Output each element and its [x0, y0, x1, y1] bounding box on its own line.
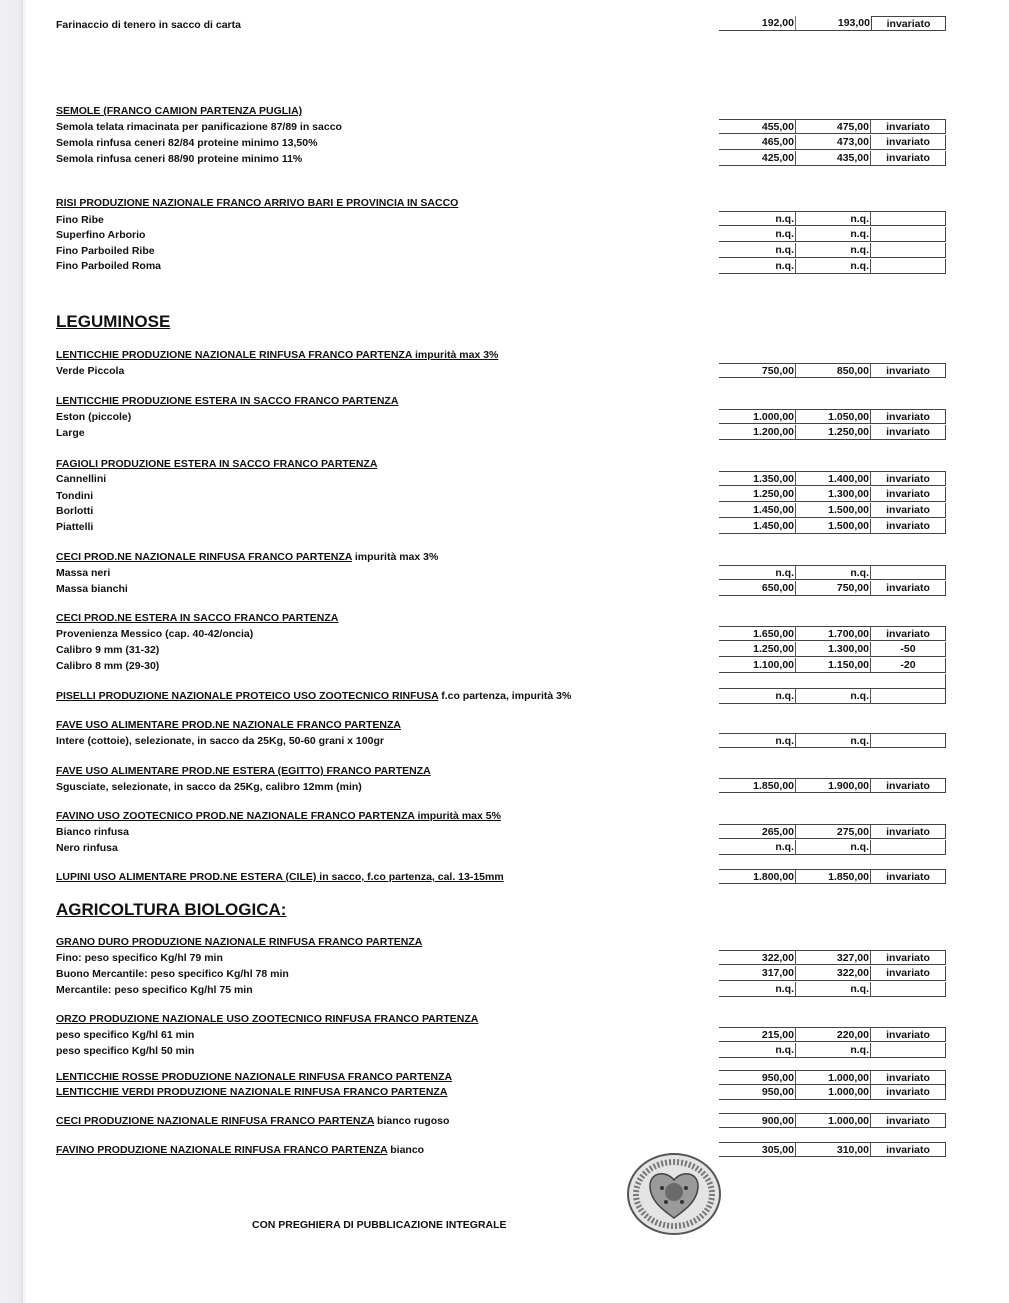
price-variation: invariato: [871, 1070, 946, 1085]
price-row: [719, 1085, 946, 1100]
price-variation: invariato: [871, 16, 946, 31]
section-title: FAVE USO ALIMENTARE PROD.NE ESTERA (EGITTO) FRANCO PARTENZA: [56, 765, 431, 777]
item-label: Fino Parboiled Roma: [56, 260, 162, 272]
price-variation: [871, 674, 946, 689]
price-min: 1.650,00: [719, 626, 796, 641]
item-label: Cannellini: [56, 473, 107, 485]
section-title: RISI PRODUZIONE NAZIONALE FRANCO ARRIVO BARI E PROVINCIA IN SACCO: [56, 197, 459, 209]
item-label: Semola rinfusa ceneri 88/90 proteine minimo 11%: [56, 153, 303, 165]
price-max: 1.700,00: [796, 626, 871, 641]
item-label: Bianco rinfusa: [56, 826, 129, 838]
item-label: Eston (piccole): [56, 411, 132, 423]
section-title-note: f.co partenza, impurità 3%: [438, 690, 572, 702]
price-variation: invariato: [871, 1142, 946, 1157]
price-max: 1.400,00: [796, 471, 871, 486]
section-title-main: FAVINO PRODUZIONE NAZIONALE RINFUSA FRANCO PARTENZA: [56, 1144, 388, 1156]
price-max: n.q.: [796, 840, 871, 855]
section-title: [56, 1144, 424, 1157]
viewer-side-gutter: [0, 0, 23, 1303]
price-row: [719, 16, 946, 31]
price-max: 193,00: [796, 16, 871, 31]
price-min: 215,00: [719, 1027, 796, 1042]
price-min: n.q.: [719, 565, 796, 580]
item-label: Borlotti: [56, 505, 94, 517]
price-empty: [719, 674, 871, 689]
price-variation: invariato: [871, 409, 946, 424]
price-max: 1.000,00: [796, 1070, 871, 1085]
item-label: Verde Piccola: [56, 365, 125, 377]
price-min: n.q.: [719, 211, 796, 226]
price-row: [719, 1113, 946, 1128]
price-row-empty: [719, 674, 946, 689]
price-max: 850,00: [796, 363, 871, 378]
price-min: 425,00: [719, 151, 796, 166]
item-label: Calibro 8 mm (29-30): [56, 660, 160, 672]
price-variation: invariato: [871, 1027, 946, 1042]
price-max: 220,00: [796, 1027, 871, 1042]
price-row: [719, 471, 946, 486]
price-min: 265,00: [719, 824, 796, 839]
price-row: [719, 778, 946, 793]
price-row: [719, 689, 946, 704]
item-label: Intere (cottoie), selezionate, in sacco da 25Kg, 50-60 grani x 100gr: [56, 735, 384, 747]
price-min: 192,00: [719, 16, 796, 31]
price-max: 1.500,00: [796, 519, 871, 534]
price-row: [719, 1043, 946, 1058]
section-title: CECI PROD.NE ESTERA IN SACCO FRANCO PARTENZA: [56, 612, 339, 624]
price-min: 1.200,00: [719, 425, 796, 440]
price-variation: invariato: [871, 519, 946, 534]
section-title: FAGIOLI PRODUZIONE ESTERA IN SACCO FRANCO PARTENZA: [56, 458, 378, 470]
price-variation: invariato: [871, 581, 946, 596]
price-max: n.q.: [796, 211, 871, 226]
price-max: 275,00: [796, 824, 871, 839]
price-max: 1.250,00: [796, 425, 871, 440]
price-min: n.q.: [719, 243, 796, 258]
price-variation: invariato: [871, 425, 946, 440]
price-variation: invariato: [871, 1113, 946, 1128]
price-row: [719, 1027, 946, 1042]
price-max: 475,00: [796, 119, 871, 134]
price-max: n.q.: [796, 227, 871, 242]
price-min: 950,00: [719, 1070, 796, 1085]
price-min: 1.450,00: [719, 503, 796, 518]
price-min: n.q.: [719, 733, 796, 748]
price-row: [719, 1142, 946, 1157]
price-row: [719, 626, 946, 641]
item-label: Nero rinfusa: [56, 842, 118, 854]
price-variation: [871, 565, 946, 580]
price-row: [719, 409, 946, 424]
price-max: n.q.: [796, 733, 871, 748]
price-variation: invariato: [871, 487, 946, 502]
price-variation: invariato: [871, 626, 946, 641]
price-max: 1.050,00: [796, 409, 871, 424]
price-min: 950,00: [719, 1085, 796, 1100]
price-variation: invariato: [871, 151, 946, 166]
heading-leguminose: LEGUMINOSE: [56, 312, 171, 331]
price-max: 1.900,00: [796, 778, 871, 793]
price-max: n.q.: [796, 1043, 871, 1058]
price-row: [719, 642, 946, 657]
price-min: n.q.: [719, 259, 796, 274]
item-label: Fino Ribe: [56, 214, 104, 226]
price-max: 1.000,00: [796, 1085, 871, 1100]
price-variation: invariato: [871, 778, 946, 793]
price-min: 1.450,00: [719, 519, 796, 534]
price-max: n.q.: [796, 565, 871, 580]
price-row: [719, 211, 946, 226]
item-label: Buono Mercantile: peso specifico Kg/hl 78 min: [56, 968, 289, 980]
price-variation: invariato: [871, 471, 946, 486]
price-variation: invariato: [871, 966, 946, 981]
item-label: Farinaccio di tenero in sacco di carta: [56, 19, 241, 31]
item-label: peso specifico Kg/hl 50 min: [56, 1045, 195, 1057]
price-variation: invariato: [871, 135, 946, 150]
price-min: 1.350,00: [719, 471, 796, 486]
price-variation: [871, 1043, 946, 1058]
item-label: Semola telata rimacinata per panificazione 87/89 in sacco: [56, 121, 342, 133]
item-label: Massa neri: [56, 567, 111, 579]
heading-biologica: AGRICOLTURA BIOLOGICA:: [56, 900, 287, 919]
price-row: [719, 363, 946, 378]
price-variation: [871, 689, 946, 704]
section-title-main: CECI PRODUZIONE NAZIONALE RINFUSA FRANCO PARTENZA: [56, 1115, 375, 1127]
price-row: [719, 982, 946, 997]
price-max: 1.150,00: [796, 658, 871, 673]
price-min: 650,00: [719, 581, 796, 596]
section-title-main: PISELLI PRODUZIONE NAZIONALE PROTEICO USO ZOOTECNICO RINFUSA: [56, 690, 439, 702]
price-max: 1.850,00: [796, 869, 871, 884]
price-row: [719, 259, 946, 274]
price-row: [719, 733, 946, 748]
price-min: 317,00: [719, 966, 796, 981]
price-variation: invariato: [871, 950, 946, 965]
price-variation: [871, 259, 946, 274]
item-label: Fino Parboiled Ribe: [56, 245, 155, 257]
price-row: [719, 840, 946, 855]
price-variation: invariato: [871, 503, 946, 518]
price-min: 1.250,00: [719, 642, 796, 657]
price-min: 750,00: [719, 363, 796, 378]
price-variation: -20: [871, 658, 946, 673]
price-row: [719, 565, 946, 580]
price-min: 455,00: [719, 119, 796, 134]
section-title-note: bianco rugoso: [374, 1115, 450, 1127]
item-label: Tondini: [56, 490, 94, 502]
price-min: n.q.: [719, 227, 796, 242]
section-title: SEMOLE (FRANCO CAMION PARTENZA PUGLIA): [56, 105, 303, 117]
price-row: [719, 869, 946, 884]
price-variation: [871, 840, 946, 855]
price-row: [719, 243, 946, 258]
price-row: [719, 151, 946, 166]
price-min: 305,00: [719, 1142, 796, 1157]
section-title: LENTICCHIE VERDI PRODUZIONE NAZIONALE RINFUSA FRANCO PARTENZA: [56, 1086, 448, 1098]
section-title: ORZO PRODUZIONE NAZIONALE USO ZOOTECNICO RINFUSA FRANCO PARTENZA: [56, 1013, 479, 1025]
price-variation: [871, 982, 946, 997]
item-label: Large: [56, 427, 85, 439]
item-label: Piattelli: [56, 521, 94, 533]
price-min: 465,00: [719, 135, 796, 150]
price-min: n.q.: [719, 1043, 796, 1058]
seal-icon: [626, 1152, 722, 1236]
publication-note: CON PREGHIERA DI PUBBLICAZIONE INTEGRALE: [252, 1219, 507, 1231]
price-min: n.q.: [719, 689, 796, 704]
price-min: 900,00: [719, 1113, 796, 1128]
item-label: Sgusciate, selezionate, in sacco da 25Kg, calibro 12mm (min): [56, 781, 362, 793]
price-variation: [871, 243, 946, 258]
section-title: [56, 551, 438, 564]
section-title: GRANO DURO PRODUZIONE NAZIONALE RINFUSA FRANCO PARTENZA: [56, 936, 423, 948]
price-min: n.q.: [719, 840, 796, 855]
section-title-note: bianco: [387, 1144, 425, 1156]
section-title: LUPINI USO ALIMENTARE PROD.NE ESTERA (CILE) in sacco, f.co partenza, cal. 13-15mm: [56, 871, 504, 883]
price-max: 1.000,00: [796, 1113, 871, 1128]
price-variation: [871, 227, 946, 242]
price-max: 1.300,00: [796, 642, 871, 657]
price-variation: -50: [871, 642, 946, 657]
item-label: Calibro 9 mm (31-32): [56, 644, 160, 656]
price-max: n.q.: [796, 982, 871, 997]
price-max: 435,00: [796, 151, 871, 166]
price-row: [719, 227, 946, 242]
price-min: 1.800,00: [719, 869, 796, 884]
price-max: 322,00: [796, 966, 871, 981]
item-label: Fino: peso specifico Kg/hl 79 min: [56, 952, 223, 964]
section-title-main: CECI PROD.NE NAZIONALE RINFUSA FRANCO PARTENZA: [56, 551, 352, 563]
price-max: 310,00: [796, 1142, 871, 1157]
price-row: [719, 950, 946, 965]
price-min: n.q.: [719, 982, 796, 997]
price-max: n.q.: [796, 689, 871, 704]
price-row: [719, 824, 946, 839]
price-row: [719, 487, 946, 502]
price-max: 327,00: [796, 950, 871, 965]
section-title: [56, 1115, 449, 1128]
price-max: 750,00: [796, 581, 871, 596]
item-label: peso specifico Kg/hl 61 min: [56, 1029, 195, 1041]
price-min: 1.250,00: [719, 487, 796, 502]
price-max: 1.300,00: [796, 487, 871, 502]
price-row: [719, 581, 946, 596]
item-label: Mercantile: peso specifico Kg/hl 75 min: [56, 984, 253, 996]
item-label: Semola rinfusa ceneri 82/84 proteine minimo 13,50%: [56, 137, 318, 149]
section-title: LENTICCHIE PRODUZIONE ESTERA IN SACCO FRANCO PARTENZA: [56, 395, 399, 407]
price-variation: invariato: [871, 869, 946, 884]
section-title: [56, 690, 571, 703]
price-row: [719, 658, 946, 673]
item-label: Superfino Arborio: [56, 229, 146, 241]
price-variation: invariato: [871, 824, 946, 839]
price-min: 1.850,00: [719, 778, 796, 793]
price-variation: invariato: [871, 363, 946, 378]
price-row: [719, 135, 946, 150]
price-min: 1.000,00: [719, 409, 796, 424]
price-variation: invariato: [871, 119, 946, 134]
price-variation: invariato: [871, 1085, 946, 1100]
price-min: 1.100,00: [719, 658, 796, 673]
item-label: Provenienza Messico (cap. 40-42/oncia): [56, 628, 254, 640]
price-min: 322,00: [719, 950, 796, 965]
price-variation: [871, 733, 946, 748]
section-title: FAVINO USO ZOOTECNICO PROD.NE NAZIONALE FRANCO PARTENZA impurità max 5%: [56, 810, 501, 822]
section-title: LENTICCHIE PRODUZIONE NAZIONALE RINFUSA FRANCO PARTENZA impurità max 3%: [56, 349, 499, 361]
price-max: 473,00: [796, 135, 871, 150]
price-max: n.q.: [796, 259, 871, 274]
price-row: [719, 503, 946, 518]
item-label: Massa bianchi: [56, 583, 128, 595]
price-row: [719, 519, 946, 534]
section-title: LENTICCHIE ROSSE PRODUZIONE NAZIONALE RINFUSA FRANCO PARTENZA: [56, 1071, 453, 1083]
price-max: 1.500,00: [796, 503, 871, 518]
price-variation: [871, 211, 946, 226]
section-title: FAVE USO ALIMENTARE PROD.NE NAZIONALE FRANCO PARTENZA: [56, 719, 401, 731]
price-row: [719, 119, 946, 134]
section-title-note: impurità max 3%: [351, 551, 439, 563]
price-row: [719, 425, 946, 440]
price-row: [719, 966, 946, 981]
page-edge: [23, 0, 26, 1303]
price-max: n.q.: [796, 243, 871, 258]
price-row: [719, 1070, 946, 1085]
